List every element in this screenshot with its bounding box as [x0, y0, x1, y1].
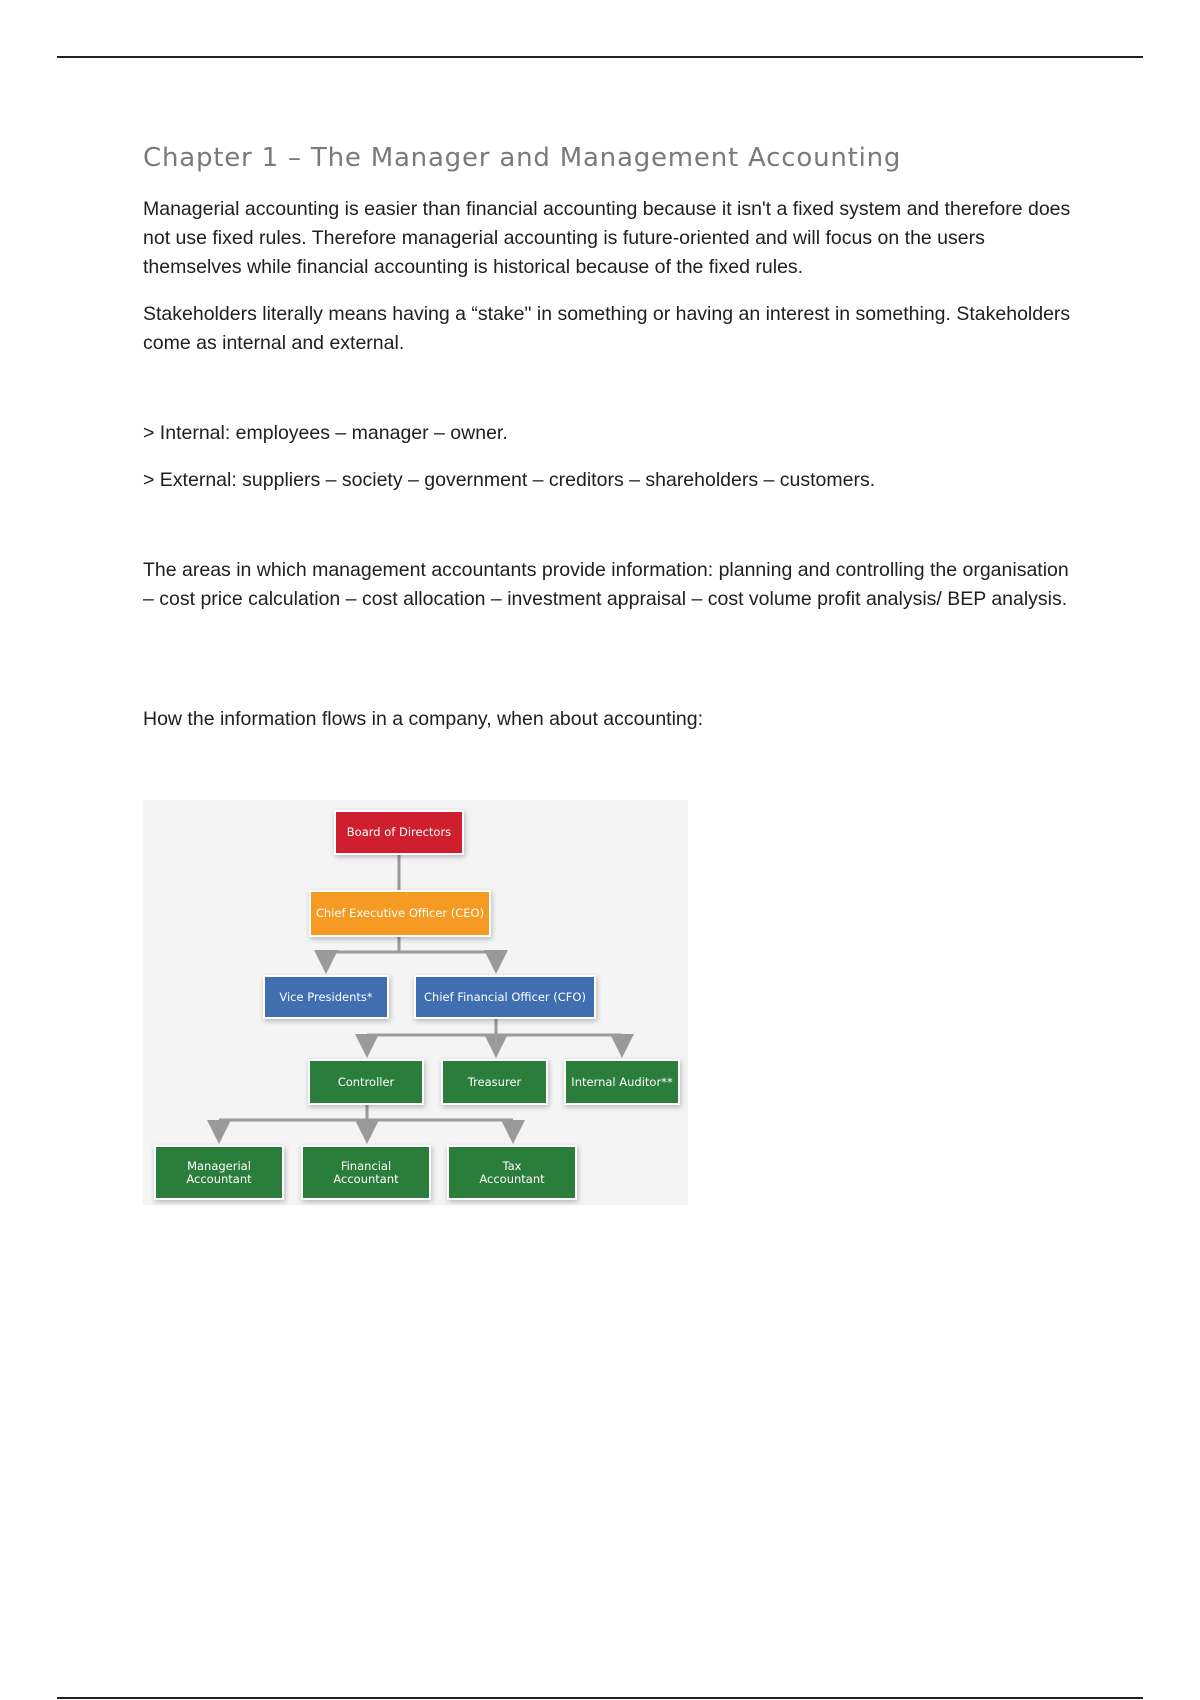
paragraph-stakeholders: Stakeholders literally means having a “stake" in something or having an interest in something. Stakeholders come as internal and external.: [143, 303, 1071, 354]
managerial-accountant-box: Managerial Accountant: [156, 1147, 282, 1198]
chapter-title: Chapter 1 – The Manager and Management Accounting: [143, 143, 902, 173]
board-of-directors-box: Board of Directors: [336, 812, 462, 853]
paragraph-areas: The areas in which management accountants provide information: planning and controlling the organisation – cost price calculation – cost allocation – investment appraisal – cost volume profit analysis/ BEP analysis.: [143, 559, 1069, 610]
treasurer-box: Treasurer: [443, 1061, 546, 1103]
cfo-box: Chief Financial Officer (CFO): [416, 977, 594, 1017]
org-chart: [143, 800, 688, 1205]
ceo-box: Chief Executive Officer (CEO): [311, 892, 489, 935]
internal-auditor-box: Internal Auditor**: [566, 1061, 678, 1103]
paragraph-information-flow: How the information flows in a company, when about accounting:: [143, 708, 704, 730]
controller-box: Controller: [310, 1061, 422, 1103]
top-rule: [57, 56, 1143, 58]
paragraph-managerial-vs-financial: Managerial accounting is easier than financial accounting because it isn't a fixed system and therefore does not use fixed rules. Therefore managerial accounting is future-oriented and will focus on the users themselves while financial accounting is historical because of the fixed rules.: [143, 198, 1071, 278]
tax-accountant-box: Tax Accountant: [449, 1147, 575, 1198]
list-item-external: > External: suppliers – society – government – creditors – shareholders – customers.: [143, 469, 876, 491]
vice-presidents-box: Vice Presidents*: [265, 977, 387, 1017]
list-item-internal: > Internal: employees – manager – owner.: [143, 422, 508, 444]
bottom-rule: [57, 1697, 1143, 1699]
financial-accountant-box: Financial Accountant: [303, 1147, 429, 1198]
